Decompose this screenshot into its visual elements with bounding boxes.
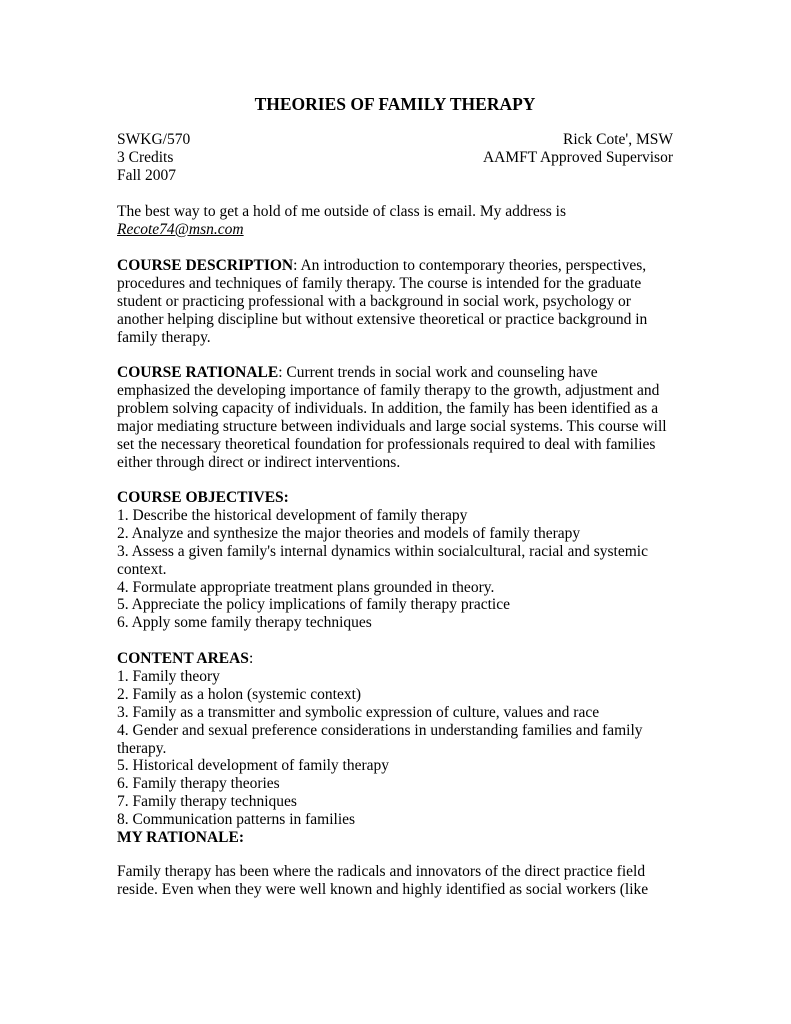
course-description-section: [117, 257, 673, 347]
document-title: THEORIES OF FAMILY THERAPY: [254, 94, 536, 114]
list-item: 5. Historical development of family therapy: [117, 757, 390, 775]
course-header: [117, 131, 673, 185]
contact-text: The best way to get a hold of me outside of class is email. My address is: [117, 203, 566, 220]
list-item: 2. Family as a holon (systemic context): [117, 685, 362, 703]
list-item: 4. Formulate appropriate treatment plans grounded in theory.: [117, 578, 495, 596]
my-rationale-section: [117, 863, 673, 899]
content-areas-colon: :: [248, 650, 254, 667]
list-item: 2. Analyze and synthesize the major theories and models of family therapy: [117, 524, 581, 542]
content-areas-heading: CONTENT AREAS: [117, 650, 249, 667]
course-code: SWKG/570: [117, 131, 191, 148]
my-rationale-heading: MY RATIONALE:: [117, 829, 245, 847]
list-item: 4. Gender and sexual preference considerations in understanding families and family therapy.: [117, 721, 643, 757]
list-item: 1. Family theory: [117, 667, 220, 685]
list-item: 7. Family therapy techniques: [117, 793, 297, 811]
list-item: 6. Apply some family therapy techniques: [117, 614, 372, 632]
course-credits: 3 Credits: [117, 148, 174, 166]
list-item: 3. Family as a transmitter and symbolic expression of culture, values and race: [117, 703, 600, 721]
course-description-body: : An introduction to contemporary theories, perspectives, procedures and techniques of family therapy. The course is intended for the graduate student or practicing professional with a background in social work, psychology or another helping discipline but without extensive theoretical or practice background in family therapy.: [117, 257, 648, 346]
course-rationale-heading: COURSE RATIONALE: [117, 364, 279, 381]
course-objectives-heading: COURSE OBJECTIVES:: [117, 489, 289, 506]
course-objectives-section: [117, 489, 673, 632]
content-areas-section: [117, 650, 673, 847]
email-link[interactable]: Recote74@msn.com: [117, 220, 244, 238]
course-rationale-body: : Current trends in social work and counseling have emphasized the developing importance of family therapy to the growth, adjustment and problem solving capacity of individuals. In addition, the family has been identified as a major mediating structure between individuals and large social systems. This course will set the necessary theoretical foundation for professionals required to deal with families either through direct or indirect interventions.: [117, 364, 667, 471]
list-item: 5. Appreciate the policy implications of family therapy practice: [117, 596, 510, 614]
instructor-name: Rick Cote', MSW: [563, 131, 673, 148]
course-rationale-section: [117, 364, 673, 471]
contact-section: [117, 203, 673, 239]
course-description-heading: COURSE DESCRIPTION: [117, 257, 294, 274]
list-item: 1. Describe the historical development of family therapy: [117, 506, 468, 524]
list-item: 3. Assess a given family's internal dynamics within socialcultural, racial and systemic context.: [117, 542, 648, 578]
my-rationale-body: Family therapy has been where the radicals and innovators of the direct practice field reside. Even when they were well known and highly identified as social workers (like: [117, 863, 649, 898]
list-item: 6. Family therapy theories: [117, 775, 280, 793]
list-item: 8. Communication patterns in families: [117, 811, 356, 829]
course-term: Fall 2007: [117, 166, 176, 184]
instructor-credential: AAMFT Approved Supervisor: [482, 148, 673, 166]
